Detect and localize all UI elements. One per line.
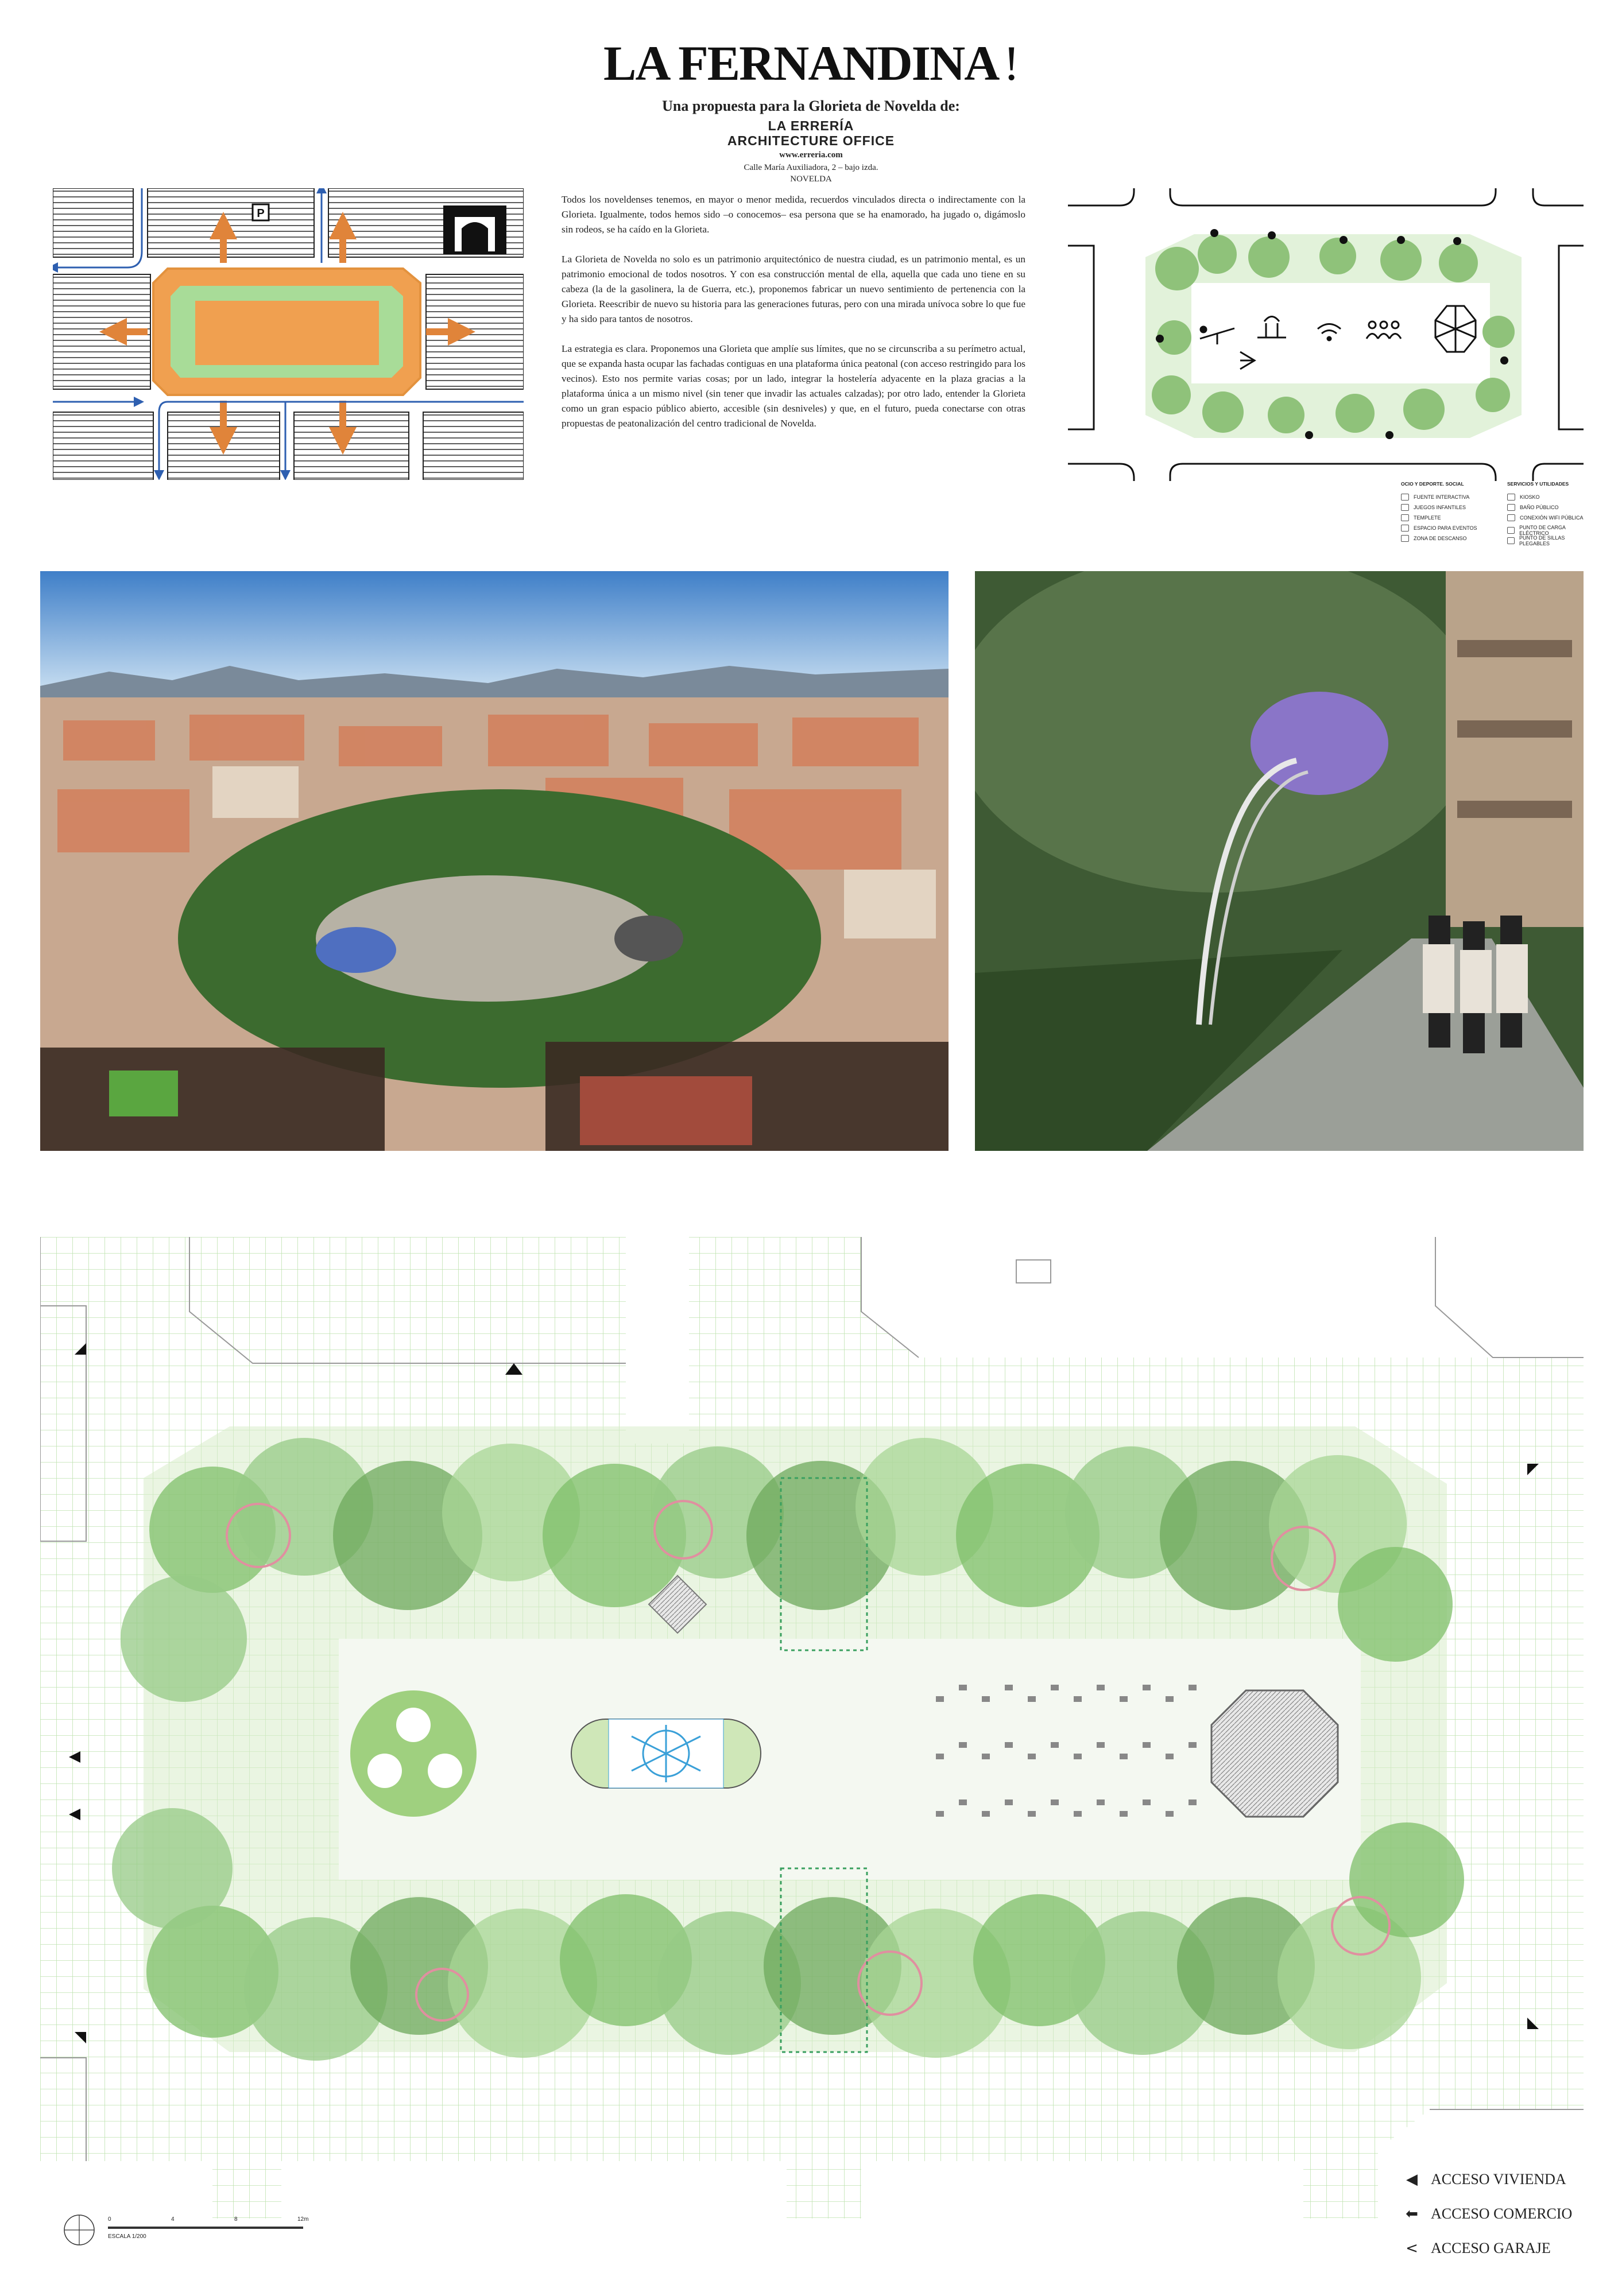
legend-label: TEMPLETE [1414,515,1441,521]
parking-icon [253,204,269,220]
playground-area [350,1690,477,1817]
charging-icon [1507,527,1515,534]
legend-label: JUEGOS INFANTILES [1414,505,1466,510]
firm-name-line2: ARCHITECTURE OFFICE [727,133,895,148]
access-vivienda-icon: ◀ [1406,2171,1418,2188]
playground-icon [1401,504,1409,511]
access-comercio-icon: ⬅ [1406,2205,1418,2223]
page-subtitle: Una propuesta para la Glorieta de Novelda de: [662,98,960,114]
access-key-vivienda [1401,2171,1566,2188]
bench-icon [1401,535,1409,542]
legend-item [1401,525,1477,532]
legend-label: KIOSKO [1520,494,1540,500]
title-text: LA FERNANDINA [603,36,999,91]
legend-label: ZONA DE DESCANSO [1414,536,1467,541]
legend-item [1401,504,1466,511]
events-icon [1401,525,1409,532]
legend-item [1401,494,1469,501]
interactive-fountain [571,1719,761,1788]
aerial-render-image [40,571,949,1151]
scale-tick: 12m [297,2216,309,2223]
legend-label: PUNTO DE CARGA ELÉCTRICO [1519,525,1566,536]
access-key-comercio [1401,2205,1572,2223]
title-exclamation: ! [1003,36,1019,91]
restroom-icon [1507,504,1515,511]
legend-title-social: OCIO Y DEPORTE. SOCIAL [1401,481,1464,487]
legend-label: PUNTO DE SILLAS PLEGABLES [1519,535,1565,546]
templete-bandstand [1211,1690,1338,1817]
plaza-center [195,301,379,365]
intro-paragraph: La estrategia es clara. Proponemos una Glorieta que amplíe sus límites, que no se circunscriba a su perímetro actual, que se expanda hasta ocupar las fachadas contiguas en una plataforma única peatonal (con acceso restringido para los vecinos). Esto nos permite varias cosas; por un lado, integrar la hostelería adyacente en la plaza gracias a la plataforma única a un mismo nivel (sin tener que invadir las actuales calzadas); por otro lado, entender la Glorieta como un gran espacio público abierto, accesible (sin desniveles) y que, en el futuro, pueda conectarse con otras propuestas de peatonalización del centro tradicional de Novelda. [562,343,1025,429]
firm-address: Calle María Auxiliadora, 2 – bajo izda. [744,163,878,172]
firm-website: www.erreria.com [779,150,843,160]
legend-label: FUENTE INTERACTIVA [1414,494,1470,500]
central-plaza [339,1639,1361,1880]
intro-paragraph: Todos los noveldenses tenemos, en mayor o menor medida, recuerdos vinculados directa o indirectamente con la Glorieta. Igualmente, todos hemos sido –o conocemos– esa persona que se ha enamorado, ha jugado o, digámoslo sin rodeos, se ha caído en la Glorieta. [562,194,1025,235]
north-arrow-icon [62,2213,96,2247]
legend-item [1507,525,1590,536]
access-key-label: ACCESO GARAJE [1431,2240,1551,2256]
templete-icon [1401,514,1409,521]
strategy-diagram [53,188,524,480]
scale-ticks [108,2216,315,2224]
access-legend [1401,2171,1608,2268]
templete-icon [1435,306,1476,352]
access-garaje-icon: < [1406,2240,1418,2257]
kiosk-icon [1507,494,1515,501]
firm-name-line1: LA ERRERÍA [768,118,854,133]
intro-text [562,192,1025,446]
legend-label: ESPACIO PARA EVENTOS [1414,525,1477,531]
scale-tick: 0 [108,2216,111,2223]
scale-bar [62,2213,326,2259]
chair-icon [1507,537,1515,544]
facilities-legend [1401,481,1590,556]
street-render-image [975,571,1584,1151]
fountain-icon [1401,494,1409,501]
facilities-map [1068,188,1584,481]
legend-item [1507,535,1590,546]
site-plan [40,1237,1584,2219]
firm-city: NOVELDA [790,174,832,184]
access-key-label: ACCESO COMERCIO [1431,2205,1573,2222]
wifi-icon [1507,514,1515,521]
page-title [0,34,1622,92]
scale-line [108,2227,303,2229]
legend-item [1401,514,1441,521]
legend-item [1507,494,1540,501]
legend-item [1401,535,1467,542]
intro-paragraph: La Glorieta de Novelda no solo es un patrimonio arquitectónico de nuestra ciudad, es un patrimonio mental, es un patrimonio emocional de todos nosotros. Y con esa construcción mental de ella, aquella que cada uno tiene en su cabeza (la de la gasolinera, la de Guerra, etc.), proponemos fabricar un nuevo sentimiento de pertenencia con la Glorieta. Reescribir de nuevo su historia para las generaciones futuras, pero con una mirada unívoca sobre lo que fue y ha sido para tantos de nosotros. [562,254,1025,324]
access-key-label: ACCESO VIVIENDA [1431,2171,1566,2188]
svg-text:P: P [257,207,265,220]
scale-tick: 8 [234,2216,238,2223]
access-key-garaje [1401,2240,1551,2257]
legend-label: BAÑO PÚBLICO [1520,505,1559,510]
scale-tick: 4 [171,2216,175,2223]
kiosk-building-icon [443,205,506,254]
legend-label: CONEXIÓN WIFI PÚBLICA [1520,515,1584,521]
scale-label: ESCALA 1/200 [108,2233,146,2240]
legend-item [1507,514,1584,521]
legend-title-services: SERVICIOS Y UTILIDADES [1507,481,1569,487]
legend-item [1507,504,1559,511]
